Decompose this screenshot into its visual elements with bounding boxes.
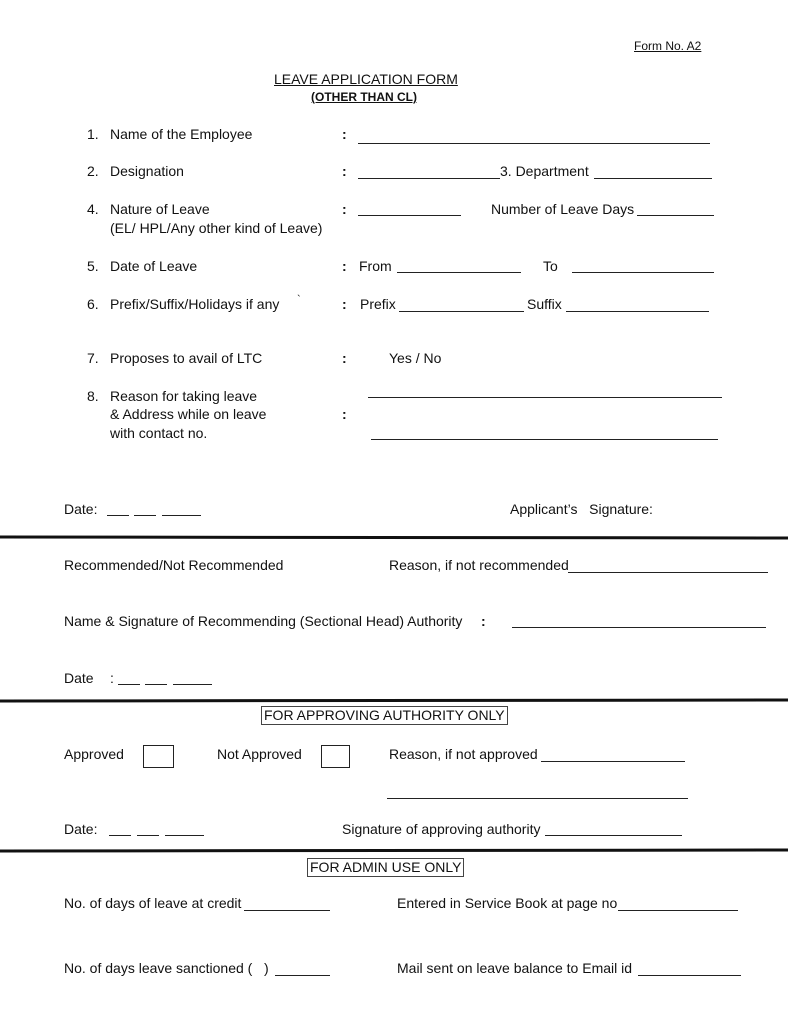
prefix-field[interactable] [399,311,524,312]
approving-authority-header: FOR APPROVING AUTHORITY ONLY [261,706,508,725]
recommend-date-label: Date [64,670,94,686]
section-divider [0,536,788,540]
leave-credit-label: No. of days of leave at credit [64,895,242,911]
approval-date-year[interactable] [165,835,204,836]
recommend-date-month[interactable] [145,684,167,685]
colon: : [342,126,347,142]
item-number: 8. [87,388,99,404]
from-label: From [359,258,392,274]
nature-of-leave-field[interactable] [358,215,461,216]
colon: : [110,670,114,686]
not-recommended-reason-label: Reason, if not recommended [389,557,569,573]
item-number: 5. [87,258,99,274]
service-book-label: Entered in Service Book at page no [397,895,618,911]
not-approved-label: Not Approved [217,746,302,762]
designation-field[interactable] [358,178,500,179]
recommending-authority-label: Name & Signature of Recommending (Sectional Head) Authority [64,613,463,629]
leave-days-field[interactable] [637,215,714,216]
item-number: 7. [87,350,99,366]
prefix-suffix-label: Prefix/Suffix/Holidays if any [110,296,280,312]
recommend-date-year[interactable] [173,684,212,685]
to-label: To [543,258,558,274]
not-approved-reason-field-line-2[interactable] [387,798,688,799]
item-number: 2. [87,163,99,179]
date-of-leave-label: Date of Leave [110,258,198,274]
not-approved-reason-label: Reason, if not approved [389,746,538,762]
employee-name-field[interactable] [358,143,710,144]
approval-date-label: Date: [64,821,98,837]
address-label: & Address while on leave [110,406,267,422]
service-book-page-field[interactable] [618,910,738,911]
form-number: Form No. A2 [634,39,702,53]
applicant-date-month[interactable] [134,515,156,516]
nature-of-leave-label: Nature of Leave [110,201,210,217]
department-label: 3. Department [500,163,589,179]
form-subtitle: (OTHER THAN CL) [311,90,417,104]
item-number: 1. [87,126,99,142]
colon: : [481,613,486,629]
reason-field-line-1[interactable] [368,397,722,398]
leave-sanctioned-field[interactable] [275,975,330,976]
email-id-field[interactable] [638,975,741,976]
approved-label: Approved [64,746,124,762]
colon: : [342,350,347,366]
department-field[interactable] [594,178,712,179]
reason-field-line-2[interactable] [371,439,718,440]
stray-mark: ` [297,294,301,306]
colon: : [342,258,347,274]
employee-name-label: Name of the Employee [110,126,253,142]
leave-days-label: Number of Leave Days [491,201,635,217]
reason-label: Reason for taking leave [110,388,258,404]
section-divider [0,699,788,703]
not-recommended-reason-field[interactable] [568,572,768,573]
applicant-signature-label: Applicant’s Signature: [510,501,653,517]
suffix-label: Suffix [527,296,562,312]
approval-date-day[interactable] [109,835,131,836]
applicant-date-day[interactable] [107,515,129,516]
item-number: 4. [87,201,99,217]
applicant-date-year[interactable] [162,515,201,516]
colon: : [342,163,347,179]
leave-sanctioned-label: No. of days leave sanctioned ( ) [64,960,269,976]
prefix-label: Prefix [360,296,396,312]
contact-label: with contact no. [110,425,208,441]
not-approved-reason-field[interactable] [541,761,685,762]
recommending-authority-field[interactable] [512,627,766,628]
recommend-date-day[interactable] [118,684,140,685]
recommendation-status: Recommended/Not Recommended [64,557,284,573]
approving-signature-label: Signature of approving authority [342,821,541,837]
section-divider [0,849,788,853]
not-approved-checkbox[interactable] [321,745,350,768]
item-number: 6. [87,296,99,312]
applicant-date-label: Date: [64,501,98,517]
approved-checkbox[interactable] [143,745,174,768]
colon: : [342,201,347,217]
form-title: LEAVE APPLICATION FORM [274,71,458,87]
email-sent-label: Mail sent on leave balance to Email id [397,960,633,976]
ltc-label: Proposes to avail of LTC [110,350,263,366]
approving-signature-field[interactable] [545,835,682,836]
colon: : [342,296,347,312]
colon: : [342,406,347,422]
from-date-field[interactable] [397,272,521,273]
leave-credit-field[interactable] [244,910,330,911]
designation-label: Designation [110,163,184,179]
to-date-field[interactable] [572,272,714,273]
approval-date-month[interactable] [137,835,159,836]
ltc-yes-no[interactable]: Yes / No [389,350,442,366]
nature-of-leave-hint: (EL/ HPL/Any other kind of Leave) [110,220,323,236]
suffix-field[interactable] [566,311,709,312]
admin-use-header: FOR ADMIN USE ONLY [307,858,464,877]
